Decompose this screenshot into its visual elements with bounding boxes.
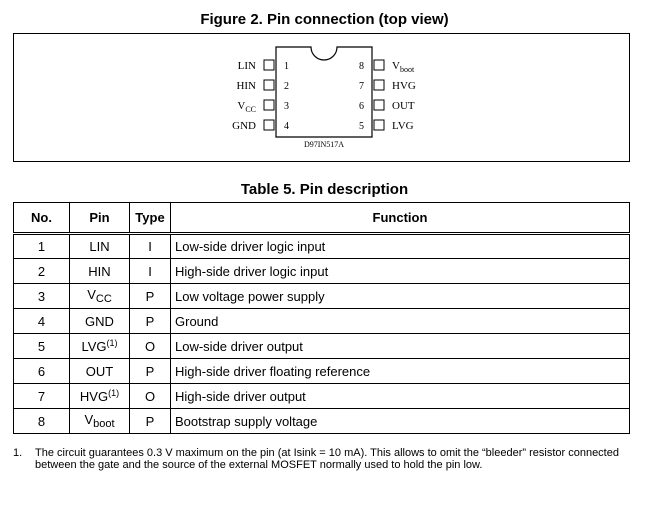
table-row bbox=[14, 409, 630, 434]
pin-label-text: LVG bbox=[392, 120, 414, 132]
table-row bbox=[14, 309, 630, 334]
cell-type: O bbox=[130, 384, 171, 409]
table-row bbox=[14, 259, 630, 284]
pin-description-table bbox=[13, 202, 630, 434]
pin-label-text: GND bbox=[232, 120, 256, 132]
pin-pad-5 bbox=[374, 120, 384, 130]
cell-pin bbox=[70, 234, 130, 259]
cell-function: Ground bbox=[171, 309, 630, 334]
table-header-row bbox=[14, 203, 630, 234]
table-row bbox=[14, 234, 630, 259]
cell-no: 3 bbox=[14, 284, 70, 309]
pin-name: LIN bbox=[89, 239, 110, 254]
table-row bbox=[14, 334, 630, 359]
cell-pin bbox=[70, 309, 130, 334]
pin-label-text: HVG bbox=[392, 80, 416, 92]
pin-label-3 bbox=[237, 100, 256, 114]
pin-pad-6 bbox=[374, 100, 384, 110]
pin-pad-7 bbox=[374, 80, 384, 90]
cell-function: High-side driver output bbox=[171, 384, 630, 409]
cell-function: High-side driver logic input bbox=[171, 259, 630, 284]
pin-label-2 bbox=[236, 80, 256, 92]
cell-no: 2 bbox=[14, 259, 70, 284]
cell-type: P bbox=[130, 409, 171, 434]
pin-label-5 bbox=[392, 120, 414, 132]
pin-label-text: V bbox=[392, 60, 400, 72]
pin-label-subscript: boot bbox=[399, 65, 415, 74]
pin-number-7: 7 bbox=[359, 81, 364, 92]
cell-function: Low voltage power supply bbox=[171, 284, 630, 309]
pin-name: LVG bbox=[81, 339, 107, 354]
pin-label-text: V bbox=[237, 100, 246, 112]
pin-pad-4 bbox=[264, 120, 274, 130]
pin-label-text: LIN bbox=[237, 60, 256, 72]
cell-pin bbox=[70, 359, 130, 384]
figure-title: Figure 2. Pin connection (top view) bbox=[200, 11, 449, 28]
pin-connection-diagram bbox=[13, 33, 630, 162]
header-no: No. bbox=[14, 203, 70, 234]
pin-label-text: OUT bbox=[392, 100, 415, 112]
header-type: Type bbox=[130, 203, 171, 234]
pin-number-5: 5 bbox=[359, 121, 364, 132]
ic-body-outline bbox=[276, 47, 372, 137]
pin-pad-1 bbox=[264, 60, 274, 70]
pin-number-8: 8 bbox=[359, 61, 364, 72]
pin-number-6: 6 bbox=[359, 101, 364, 112]
cell-no: 1 bbox=[14, 234, 70, 259]
cell-type: P bbox=[130, 284, 171, 309]
cell-no: 8 bbox=[14, 409, 70, 434]
pin-name: HVG bbox=[79, 389, 109, 404]
pin-label-8 bbox=[392, 60, 415, 74]
pin-name: OUT bbox=[85, 363, 114, 379]
pin-number-2: 2 bbox=[284, 81, 289, 92]
cell-pin bbox=[70, 384, 130, 409]
pin-pad-2 bbox=[264, 80, 274, 90]
footnote-number: 1. bbox=[13, 447, 23, 459]
table-title: Table 5. Pin description bbox=[240, 181, 409, 198]
pin-label-1 bbox=[238, 60, 256, 72]
pin-label-4 bbox=[232, 120, 256, 132]
ic-package-drawing bbox=[14, 34, 631, 163]
pin-number-4: 4 bbox=[284, 121, 289, 132]
pin-subscript: boot bbox=[93, 418, 115, 430]
cell-type: P bbox=[130, 309, 171, 334]
cell-no: 5 bbox=[14, 334, 70, 359]
pin-pad-8 bbox=[374, 60, 384, 70]
cell-pin bbox=[70, 334, 130, 359]
table-row bbox=[14, 384, 630, 409]
pin-name: V bbox=[87, 287, 96, 302]
package-code: D97IN517A bbox=[304, 140, 344, 149]
cell-function: Low-side driver output bbox=[171, 334, 630, 359]
pin-pad-3 bbox=[264, 100, 274, 110]
pin-label-subscript: CC bbox=[245, 105, 256, 114]
pin-name: GND bbox=[85, 313, 114, 329]
cell-type: I bbox=[130, 234, 171, 259]
footnote-ref: (1) bbox=[106, 338, 118, 348]
cell-no: 7 bbox=[14, 384, 70, 409]
cell-function: Low-side driver logic input bbox=[171, 234, 630, 259]
header-pin: Pin bbox=[70, 203, 130, 234]
cell-function: Bootstrap supply voltage bbox=[171, 409, 630, 434]
cell-pin bbox=[70, 409, 130, 434]
header-function: Function bbox=[171, 203, 630, 234]
cell-type: I bbox=[130, 259, 171, 284]
cell-function: High-side driver floating reference bbox=[171, 359, 630, 384]
footnote-text: The circuit guarantees 0.3 V maximum on the pin (at Isink = 10 mA). This allows to omit the “bleeder” resistor connected between the gate and the source of the external MOSFET normally used to hold the pin low. bbox=[35, 447, 619, 471]
cell-type: P bbox=[130, 359, 171, 384]
footnote bbox=[13, 447, 623, 471]
pin-label-6 bbox=[392, 100, 415, 112]
cell-no: 6 bbox=[14, 359, 70, 384]
pin-subscript: CC bbox=[95, 293, 112, 305]
pin-label-7 bbox=[392, 80, 416, 92]
cell-type: O bbox=[130, 334, 171, 359]
cell-no: 4 bbox=[14, 309, 70, 334]
pin-label-text: HIN bbox=[236, 80, 256, 92]
pin-name: V bbox=[84, 412, 94, 427]
pin-number-1: 1 bbox=[284, 61, 289, 72]
table-row bbox=[14, 284, 630, 309]
cell-pin bbox=[70, 284, 130, 309]
cell-pin bbox=[70, 259, 130, 284]
footnote-ref: (1) bbox=[108, 388, 120, 398]
pin-number-3: 3 bbox=[284, 101, 289, 112]
table-row bbox=[14, 359, 630, 384]
pin-name: HIN bbox=[88, 263, 111, 279]
